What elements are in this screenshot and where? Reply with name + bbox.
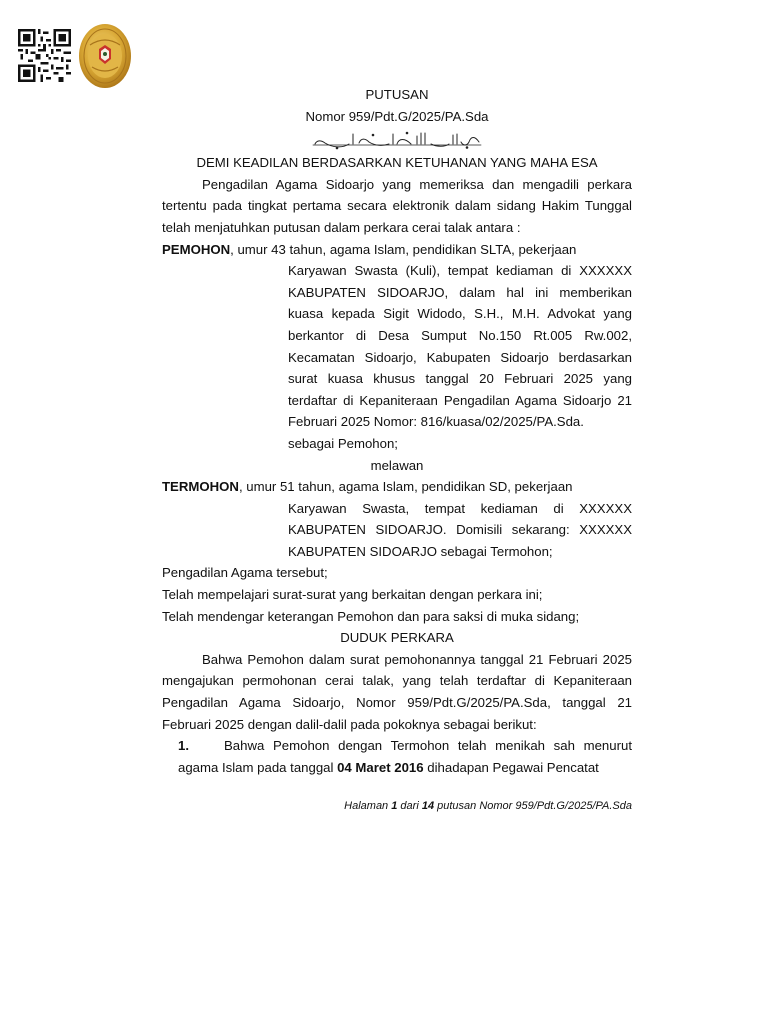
item-number: 1. xyxy=(178,738,189,754)
statement-line: Pengadilan Agama tersebut; xyxy=(162,565,328,581)
qr-code-icon xyxy=(16,29,73,82)
intro-paragraph: Pengadilan Agama Sidoarjo yang memeriksa dan mengadili perkara tertentu pada tingkat pertama secara elektronik dalam sidang Hakim Tunggal telah menjatuhkan putusan dalam perkara cerai talak antara : xyxy=(162,176,632,235)
section-paragraph: Bahwa Pemohon dalam surat pemohonannya tanggal 21 Februari 2025 mengajukan permohonan cerai talak, yang telah terdaftar di Kepaniteraan Pengadilan Agama Sidoarjo, Nomor 959/Pdt.G/2025/PA.Sda, tanggal 21 Februari 2025 dengan dalil-dalil pada pokoknya sebagai berikut: xyxy=(162,651,632,732)
section-title: DUDUK PERKARA xyxy=(340,630,454,646)
motto-heading: DEMI KEADILAN BERDASARKAN KETUHANAN YANG MAHA ESA xyxy=(196,155,598,171)
footer-page-number: 1 xyxy=(391,800,398,812)
case-number: Nomor 959/Pdt.G/2025/PA.Sda xyxy=(305,108,489,124)
footer-total-pages: 14 xyxy=(421,800,435,812)
statement-line: Telah mendengar keterangan Pemohon dan para saksi di muka sidang; xyxy=(162,608,580,624)
item-text-before: Bahwa Pemohon dengan Termohon telah menikah sah menurut agama Islam pada tanggal xyxy=(178,738,632,775)
document-title: PUTUSAN xyxy=(365,87,429,102)
basmala-calligraphy-icon xyxy=(307,128,487,150)
page-footer xyxy=(162,800,632,812)
court-seal-icon xyxy=(78,23,132,89)
footer-suffix: putusan Nomor 959/Pdt.G/2025/PA.Sda xyxy=(434,800,632,812)
footer-prefix: Halaman xyxy=(344,800,392,812)
document-page xyxy=(162,84,632,778)
pemohon-label: PEMOHON xyxy=(162,241,231,257)
versus-label: melawan xyxy=(370,457,424,473)
numbered-item xyxy=(178,735,632,778)
termohon-details: Karyawan Swasta, tempat kediaman di XXXXXX KABUPATEN SIDOARJO. Domisili sekarang: XXXXXX KABUPATEN SIDOARJO sebagai Termohon; xyxy=(288,500,632,559)
pemohon-details: Karyawan Swasta (Kuli), tempat kediaman di XXXXXX KABUPATEN SIDOARJO, dalam hal ini memberikan kuasa kepada Sigit Widodo, S.H., M.H. Advokat yang berkantor di Desa Sumput No.150 Rt.005 Rw.002, Kecamatan Sidoarjo, Kabupaten Sidoarjo berdasarkan surat kuasa khusus tanggal 20 Februari 2025 yang terdaftar di Kepaniteraan Pengadilan Agama Sidoarjo 21 Februari 2025 Nomor: 816/kuasa/02/2025/PA.Sda. xyxy=(288,263,632,430)
footer-mid: dari xyxy=(397,800,422,812)
pemohon-first-line: , umur 43 tahun, agama Islam, pendidikan SLTA, pekerjaan xyxy=(230,241,577,257)
termohon-label: TERMOHON xyxy=(162,479,239,495)
termohon-first-line: , umur 51 tahun, agama Islam, pendidikan SD, pekerjaan xyxy=(238,479,573,495)
pemohon-tail: sebagai Pemohon; xyxy=(288,435,398,451)
statement-line: Telah mempelajari surat-surat yang berkaitan dengan perkara ini; xyxy=(162,587,543,603)
item-text-after: dihadapan Pegawai Pencatat xyxy=(423,759,599,775)
item-date: 04 Maret 2016 xyxy=(337,759,424,775)
pemohon-block xyxy=(162,239,632,455)
termohon-block xyxy=(162,476,632,562)
